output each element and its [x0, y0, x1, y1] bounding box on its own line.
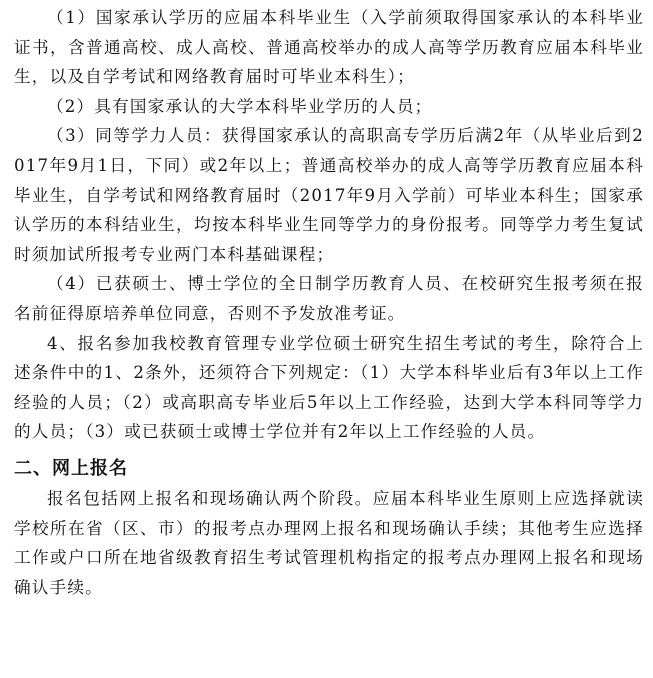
paragraph-applicant-type-3: （3）同等学力人员：获得国家承认的高职高专学历后满2年（从毕业后到2017年9月1日，下同）或2年以上；普通高校举办的成人高等学历教育应届本科毕业生，自学考试和网络教育届时（2017年9月入学前）可毕业本科生；国家承认学历的本科结业生，均按本科毕业生同等学力的身份报考。同等学力考生复试时须加试所报考专业两门本科基础课程； [14, 126, 644, 264]
paragraph-applicant-type-4: （4）已获硕士、博士学位的全日制学历教育人员、在校研究生报考须在报名前征得原培养单位同意，否则不予发放准考证。 [14, 274, 644, 323]
paragraph-item-4-requirements: 4、报名参加我校教育管理专业学位硕士研究生招生考试的考生，除符合上述条件中的1、2条外，还须符合下列规定：（1）大学本科毕业后有3年以上工作经验的人员；（2）或高职高专毕业后5年以上工作经验，达到大学本科同等学力的人员；（3）或已获硕士或博士学位并有2年以上工作经验的人员。 [14, 333, 644, 442]
section-heading-online-registration: 二、网上报名 [14, 457, 128, 479]
paragraph-applicant-type-1: （1）国家承认学历的应届本科毕业生（入学前须取得国家承认的本科毕业证书，含普通高校、成人高校、普通高校举办的成人高等学历教育应届本科毕业生，以及自学考试和网络教育届时可毕业本科生）； [14, 8, 644, 87]
paragraph-applicant-type-2: （2）具有国家承认的大学本科毕业学历的人员； [47, 96, 433, 116]
paragraph-registration-stages: 报名包括网上报名和现场确认两个阶段。应届本科毕业生原则上应选择就读学校所在省（区、市）的报考点办理网上报名和现场确认手续；其他考生应选择工作或户口所在地省级教育招生考试管理机构指定的报考点办理网上报名和现场确认手续。 [14, 488, 644, 597]
document-body [14, 3, 644, 602]
